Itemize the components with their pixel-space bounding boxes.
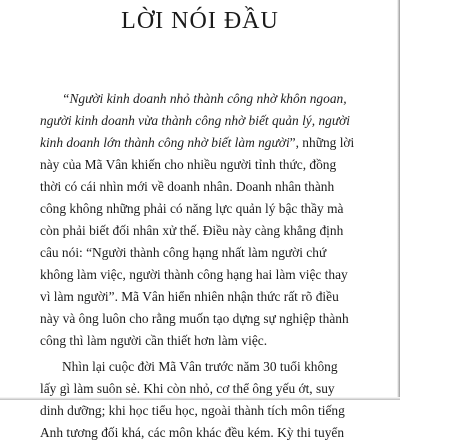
text-line <box>40 401 440 421</box>
text-normal: câu nói: “Người thành công hạng nhất làm người chứ <box>40 245 327 260</box>
page-bottom-shadow <box>0 397 400 400</box>
text-normal: vì làm người”. Mã Vân hiển nhiên nhận thức rất rõ điều <box>40 289 339 304</box>
text-line <box>40 331 440 351</box>
text-normal: này của Mã Vân khiến cho nhiều người tỉnh thức, đồng <box>40 157 337 172</box>
text-normal: công thì làm người cần thiết hơn làm việc. <box>40 333 268 348</box>
text-italic: người kinh doanh vừa thành công nhờ biết quản lý, người <box>40 113 351 128</box>
text-line <box>40 423 440 443</box>
text-line <box>40 133 440 153</box>
text-normal: này và ông luôn cho rằng muốn tạo dựng sự nghiệp thành <box>40 311 349 326</box>
text-line <box>40 199 440 219</box>
text-line <box>40 177 440 197</box>
text-normal: lấy gì làm suôn sẻ. Khi còn nhỏ, cơ thể ông yếu ớt, suy <box>40 381 335 396</box>
text-normal: còn phải biết đối nhân xử thế. Điều này càng khẳng định <box>40 223 344 238</box>
text-normal: thời có cái nhìn mới về doanh nhân. Doanh nhân thành <box>40 179 335 194</box>
text-line <box>40 309 440 329</box>
text-line <box>40 221 440 241</box>
page-edge-shadow <box>397 0 400 400</box>
text-line <box>40 111 440 131</box>
text-italic: “Người kinh doanh nhỏ thành công nhờ khôn ngoan, <box>62 91 347 106</box>
text-normal: công không những phải có năng lực quản lý bậc thầy mà <box>40 201 344 216</box>
text-normal: Anh tương đối khá, các môn khác đều kém. Kỳ thi tuyển <box>40 425 345 440</box>
text-line <box>40 265 440 285</box>
text-normal: không làm việc, người thành công hạng hai làm việc thay <box>40 267 348 282</box>
text-line <box>40 155 440 175</box>
text-normal: Nhìn lại cuộc đời Mã Vân trước năm 30 tuổi không <box>62 359 338 374</box>
text-italic: kinh doanh lớn thành công nhờ biết làm người <box>40 135 290 150</box>
text-line <box>62 357 462 377</box>
text-line <box>40 379 440 399</box>
text-normal: ”, những lời <box>289 135 355 150</box>
page-title: LỜI NÓI ĐẦU <box>121 8 279 34</box>
text-normal: dinh dưỡng; khi học tiểu học, ngoài thành tích môn tiếng <box>40 403 345 418</box>
text-line <box>40 243 440 263</box>
text-line <box>62 89 462 109</box>
text-line <box>40 287 440 307</box>
